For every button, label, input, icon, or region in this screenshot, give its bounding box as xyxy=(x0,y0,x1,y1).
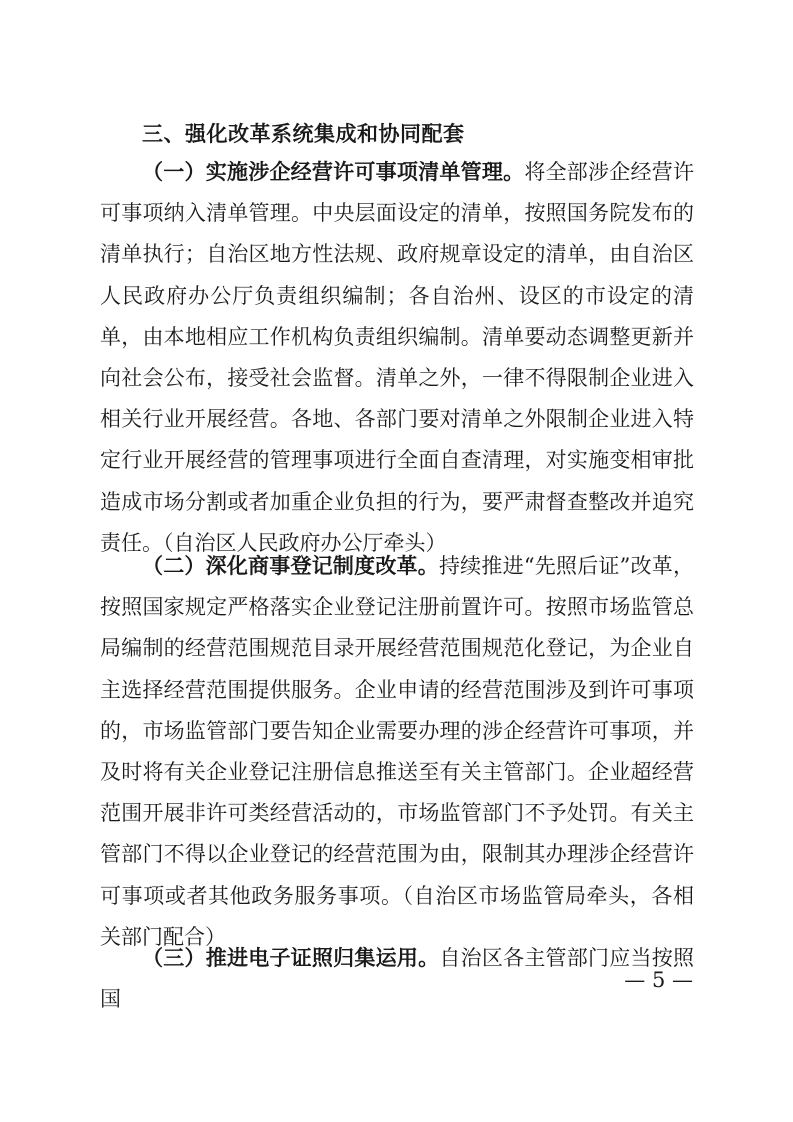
paragraph-3 xyxy=(100,938,694,1020)
paragraph-3-lead: （三）推进电子证照归集运用。 xyxy=(142,946,440,970)
paragraph-3-body: 自治区各主管部门应当按照国 xyxy=(100,946,694,1012)
section-heading: 三、强化改革系统集成和协同配套 xyxy=(142,122,465,146)
page-number: — 5 — xyxy=(624,968,693,992)
paragraph-1 xyxy=(100,152,694,564)
paragraph-2-body: 持续推进“先照后证”改革，按照国家规定严格落实企业登记注册前置许可。按照市场监管总局编制的经营范围规范目录开展经营范围规范化登记，为企业自主选择经营范围提供服务。企业申请的经营范围涉及到许可事项的，市场监管部门要告知企业需要办理的涉企经营许可事项，并及时将有关企业登记注册信息推送至有关主管部门。企业超经营范围开展非许可类经营活动的，市场监管部门不予处罚。有关主管部门不得以企业登记的经营范围为由，限制其办理涉企经营许可事项或者其他政务服务事项。（自治区市场监管局牵头，各相关部门配合） xyxy=(100,554,694,949)
paragraph-1-lead: （一）实施涉企经营许可事项清单管理。 xyxy=(142,160,525,184)
paragraph-1-body: 将全部涉企经营许可事项纳入清单管理。中央层面设定的清单，按照国务院发布的清单执行；自治区地方性法规、政府规章设定的清单，由自治区人民政府办公厅负责组织编制；各自治州、设区的市设定的清单，由本地相应工作机构负责组织编制。清单要动态调整更新并向社会公布，接受社会监督。清单之外，一律不得限制企业进入相关行业开展经营。各地、各部门要对清单之外限制企业进入特定行业开展经营的管理事项进行全面自查清理，对实施变相审批造成市场分割或者加重企业负担的行为，要严肃督查整改并追究责任。（自治区人民政府办公厅牵头） xyxy=(100,160,695,555)
paragraph-2-lead: （二）深化商事登记制度改革。 xyxy=(142,554,439,578)
paragraph-2 xyxy=(100,546,694,958)
